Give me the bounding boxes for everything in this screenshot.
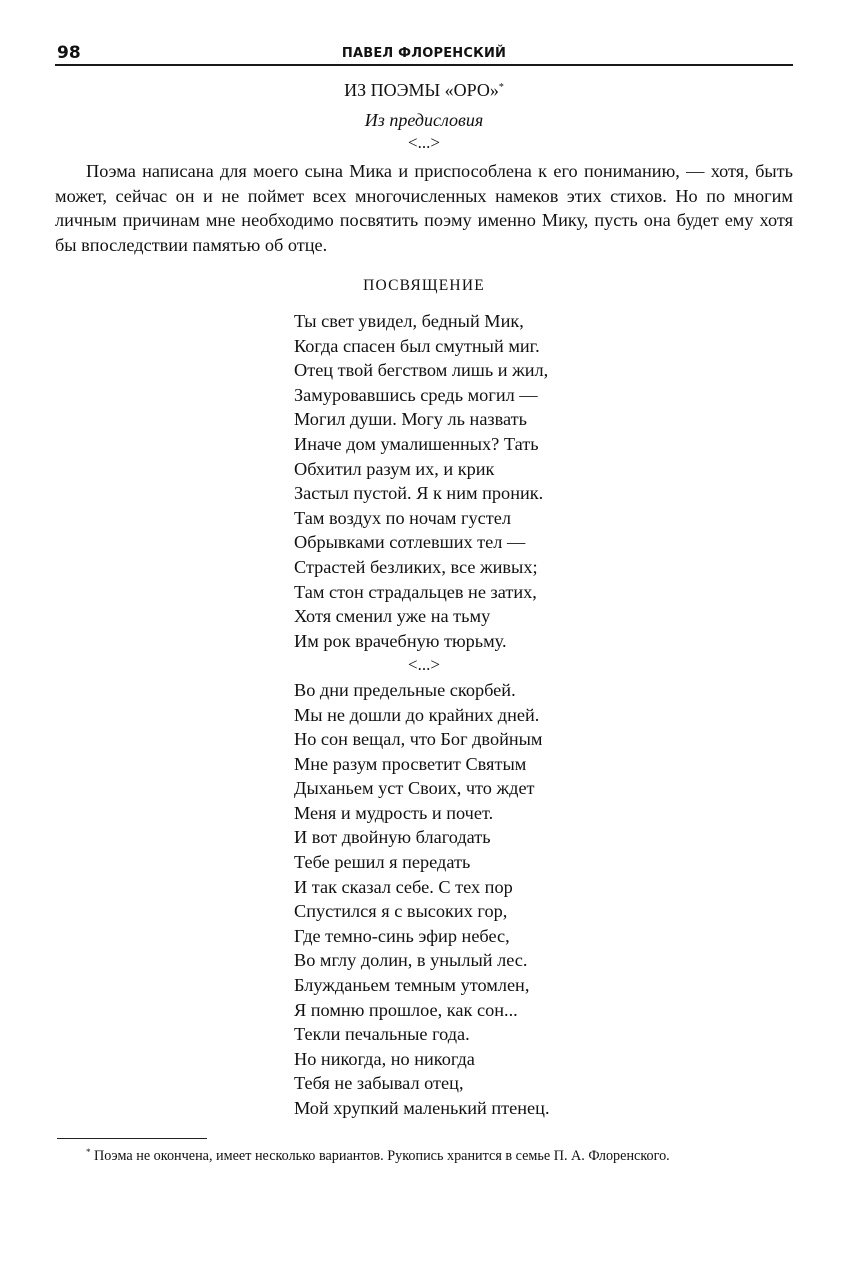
footnote-text: Поэма не окончена, имеет несколько вариантов. Рукопись хранится в семье П. А. Флоренского.	[94, 1148, 670, 1164]
poem-line: И так сказал себе. С тех пор	[294, 876, 513, 897]
poem-line: Когда спасен был смутный миг.	[294, 335, 540, 356]
poem-line: Им рок врачебную тюрьму.	[294, 630, 507, 651]
poem-line: Страстей безликих, все живых;	[294, 556, 538, 577]
title-footnote-mark[interactable]: *	[498, 82, 504, 93]
poem-line: Но сон вещал, что Бог двойным	[294, 729, 543, 750]
subtitle: Из предисловия	[364, 110, 484, 130]
poem-line: Тебе решил я передать	[294, 852, 471, 873]
omission-mark: <...>	[408, 133, 440, 152]
poem-line: Тебя не забывал отец,	[294, 1073, 464, 1094]
poem-line: Я помню прошлое, как сон...	[294, 999, 518, 1020]
footnote-mark: *	[86, 1147, 91, 1157]
preface-paragraph: Поэма написана для моего сына Мика и приспособлена к его пониманию, — хотя, быть может, сейчас он и не поймет всех многочисленных намеков этих стихов. Но по многим личным причинам мне необходимо посвятить поэму именно Мику, пусть она будет ему хотя бы впоследствии памятью об отце.	[55, 161, 793, 255]
page-number: 98	[57, 43, 81, 63]
dedication-poem	[294, 309, 714, 1121]
poem-omission-mark: <...>	[408, 655, 440, 675]
poem-title	[55, 78, 793, 102]
poem-line: Ты свет увидел, бедный Мик,	[294, 311, 524, 331]
poem-line: Отец твой бегством лишь и жил,	[294, 360, 549, 381]
poem-line: Мне разум просветит Святым	[294, 753, 527, 774]
footnote	[55, 1146, 793, 1167]
poem-line: Обрывками сотлевших тел —	[294, 532, 526, 553]
dedication-heading: ПОСВЯЩЕНИЕ	[363, 277, 485, 294]
poem-title-text: ИЗ ПОЭМЫ «ОРО»	[344, 80, 499, 100]
running-head	[55, 42, 793, 66]
poem-line: Спустился я с высоких гор,	[294, 901, 508, 922]
poem-line: Хотя сменил уже на тьму	[294, 606, 491, 627]
poem-line: Во дни предельные скорбей.	[294, 679, 516, 700]
poem-line: Мой хрупкий маленький птенец.	[294, 1098, 550, 1118]
poem-line: Но никогда, но никогда	[294, 1048, 475, 1069]
poem-line: Могил души. Могу ль назвать	[294, 409, 528, 430]
poem-line: Меня и мудрость и почет.	[294, 802, 494, 823]
poem-line: Где темно-синь эфир небес,	[294, 925, 510, 946]
poem-line: Текли печальные года.	[294, 1024, 470, 1045]
poem-line: Обхитил разум их, и крик	[294, 458, 495, 479]
footnote-divider	[57, 1138, 207, 1139]
poem-line: Дыханьем уст Своих, что ждет	[294, 778, 535, 799]
poem-line: Блужданьем темным утомлен,	[294, 975, 530, 996]
poem-line: Замуровавшись средь могил —	[294, 384, 538, 405]
poem-line: Там воздух по ночам густел	[294, 507, 512, 528]
poem-line: Там стон страдальцев не затих,	[294, 581, 537, 602]
poem-line: Иначе дом умалишенных? Тать	[294, 433, 539, 454]
poem-line: Мы не дошли до крайних дней.	[294, 704, 540, 725]
poem-line: Во мглу долин, в унылый лес.	[294, 950, 528, 971]
poem-line: Застыл пустой. Я к ним проник.	[294, 483, 544, 504]
poem-line: И вот двойную благодать	[294, 827, 491, 848]
running-head-author: ПАВЕЛ ФЛОРЕНСКИЙ	[341, 46, 507, 61]
